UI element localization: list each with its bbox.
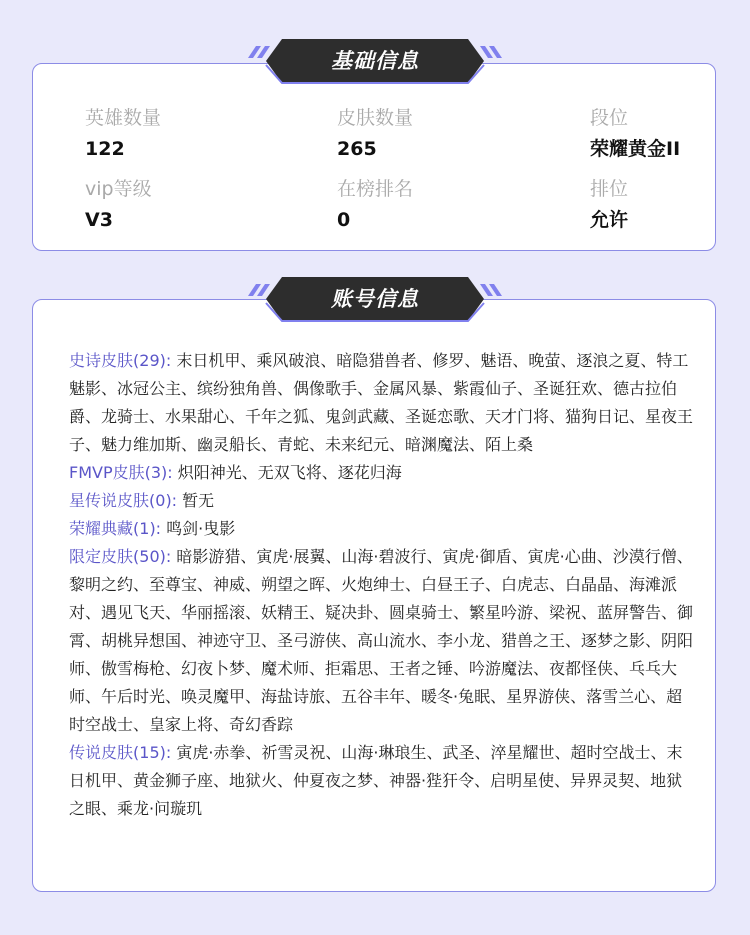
- stat-leaderboard-rank: [337, 176, 537, 233]
- skin-category-count: (1):: [133, 519, 162, 538]
- stat-label: 排位: [590, 178, 629, 200]
- stat-label: vip等级: [85, 178, 152, 200]
- stat-value: 荣耀黄金II: [590, 138, 681, 160]
- skin-group: [69, 347, 697, 459]
- stat-rank-tier: [590, 105, 715, 162]
- skin-category-label: 限定皮肤: [69, 547, 134, 566]
- stat-value: 122: [85, 138, 125, 160]
- stat-value: 265: [337, 138, 377, 160]
- skin-group: [69, 459, 697, 487]
- skin-items-text: 暂无: [182, 491, 215, 510]
- stat-value: V3: [85, 209, 113, 231]
- banner-title: 账号信息: [331, 287, 419, 311]
- stat-vip-level: [85, 176, 285, 233]
- skin-category-label: 史诗皮肤: [69, 351, 134, 370]
- skin-items-text: 寅虎·赤拳、祈雪灵祝、山海·琳琅生、武圣、淬星耀世、超时空战士、末日机甲、黄金狮子座、地狱火、仲夏夜之梦、神器·狴犴令、启明星使、异界灵契、地狱之眼、乘龙·问璇玑: [69, 743, 683, 818]
- skin-list: [69, 347, 697, 823]
- skin-category-count: (50):: [133, 547, 172, 566]
- account-info-banner: [244, 276, 506, 322]
- skin-items-text: 鸣剑·曳影: [166, 519, 236, 538]
- skin-category-count: (3):: [144, 463, 173, 482]
- stat-hero-count: [85, 105, 285, 162]
- skin-group: [69, 543, 697, 739]
- skin-category-label: 星传说皮肤: [69, 491, 150, 510]
- skin-category-count: (15):: [133, 743, 172, 762]
- skin-group: [69, 739, 697, 823]
- stat-ranked-allowed: [590, 176, 715, 233]
- account-info-card: [32, 299, 716, 892]
- stat-label: 皮肤数量: [337, 107, 414, 129]
- basic-info-card: [32, 63, 716, 251]
- stat-label: 英雄数量: [85, 107, 162, 129]
- stat-skin-count: [337, 105, 537, 162]
- basic-info-banner: [244, 38, 506, 84]
- skin-category-label: 荣耀典藏: [69, 519, 134, 538]
- skin-group: [69, 487, 697, 515]
- banner-title: 基础信息: [331, 49, 419, 73]
- skin-category-count: (29):: [133, 351, 172, 370]
- stat-label: 在榜排名: [337, 178, 414, 200]
- stat-value: 0: [337, 209, 351, 231]
- skin-group: [69, 515, 697, 543]
- skin-items-text: 末日机甲、乘风破浪、暗隐猎兽者、修罗、魅语、晚萤、逐浪之夏、特工魅影、冰冠公主、缤纷独角兽、偶像歌手、金属风暴、紫霞仙子、圣诞狂欢、德古拉伯爵、龙骑士、水果甜心、千年之狐、鬼剑武藏、圣诞恋歌、天才门将、猫狗日记、星夜王子、魅力维加斯、幽灵船长、青蛇、未来纪元、暗渊魔法、陌上桑: [69, 351, 694, 454]
- skin-category-label: FMVP皮肤: [69, 463, 145, 482]
- stat-label: 段位: [590, 107, 629, 129]
- skin-category-label: 传说皮肤: [69, 743, 134, 762]
- skin-category-count: (0):: [149, 491, 178, 510]
- skin-items-text: 炽阳神光、无双飞将、逐花归海: [177, 463, 402, 482]
- stat-value: 允许: [590, 209, 629, 231]
- skin-items-text: 暗影游猎、寅虎·展翼、山海·碧波行、寅虎·御盾、寅虎·心曲、沙漠行僧、黎明之约、至尊宝、神威、朔望之晖、火炮绅士、白昼王子、白虎志、白晶晶、海滩派对、遇见飞天、华丽摇滚、妖精王、疑决卦、圆桌骑士、繁星吟游、梁祝、蓝屏警告、御霄、胡桃异想国、神迹守卫、圣弓游侠、高山流水、李小龙、猎兽之王、逐梦之影、阴阳师、傲雪梅枪、幻夜卜梦、魔术师、拒霜思、王者之锤、吟游魔法、夜都怪侠、乓乓大师、午后时光、唤灵魔甲、海盐诗旅、五谷丰年、暖冬·兔眠、星界游侠、落雪兰心、超时空战士、皇家上将、奇幻香踪: [69, 547, 694, 734]
